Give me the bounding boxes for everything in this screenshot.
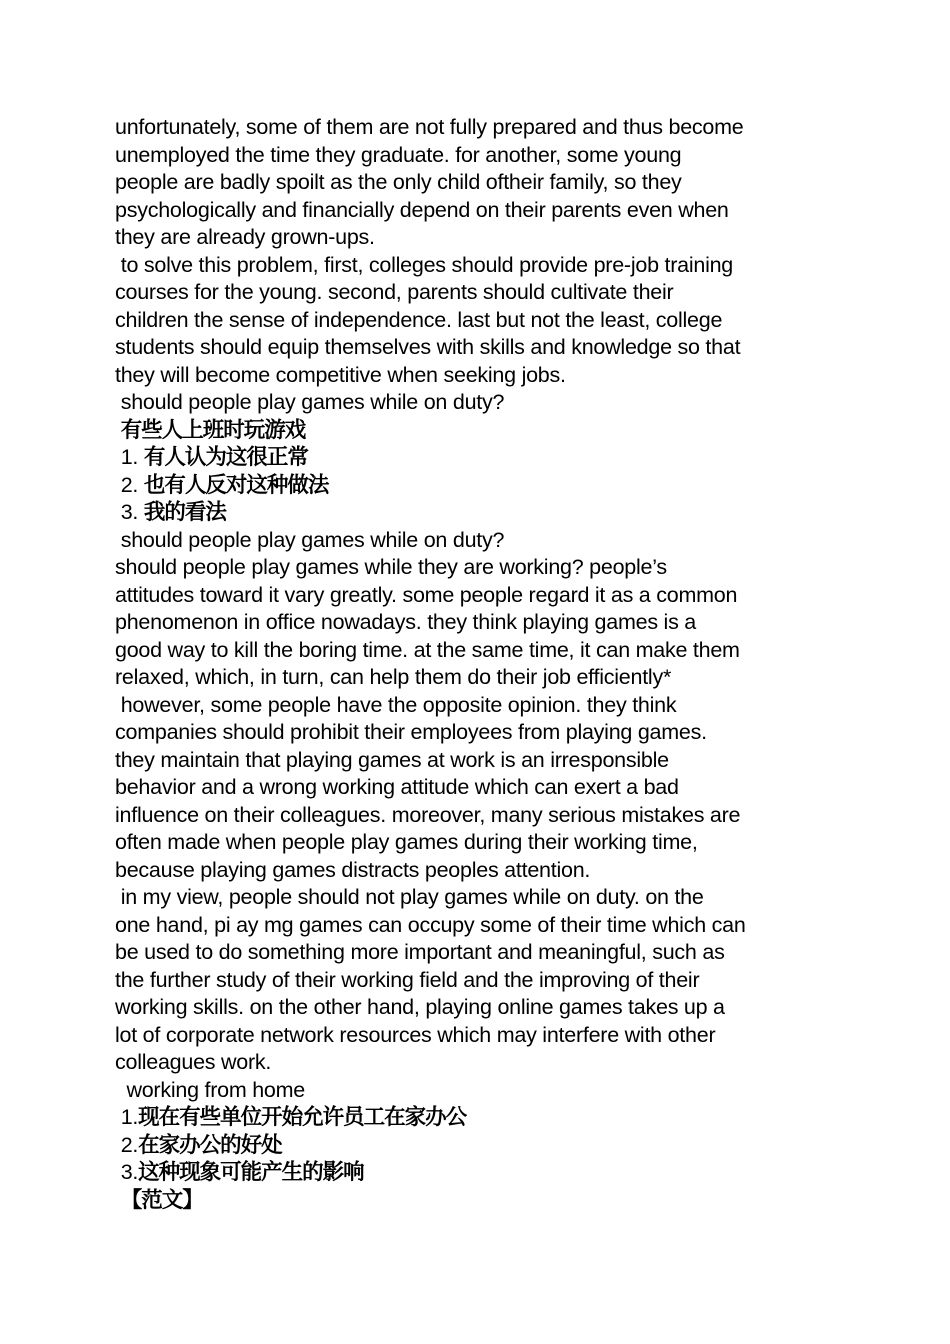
text-line: working skills. on the other hand, playing online games takes up a	[115, 995, 725, 1019]
outline-text: 有些人上班时玩游戏	[120, 417, 306, 443]
outline-number: 3.	[115, 1160, 139, 1184]
outline-item	[115, 499, 845, 527]
outline-number: 1.	[115, 1105, 139, 1129]
text-line: often made when people play games during their working time,	[115, 830, 698, 854]
essay-title: should people play games while on duty?	[115, 527, 505, 552]
text-line: lot of corporate network resources which may interfere with other	[115, 1022, 716, 1047]
text-line: because playing games distracts peoples attention.	[115, 857, 591, 882]
text-line: one hand, pi ay mg games can occupy some of their time which can	[115, 912, 746, 937]
text-line: influence on their colleagues. moreover, many serious mistakes are	[115, 802, 741, 827]
outline-item	[115, 444, 845, 472]
outline-number: 1.	[115, 445, 144, 469]
text-line: relaxed, which, in turn, can help them do their job efficiently*	[115, 665, 672, 689]
outline-text: 在家办公的好处	[138, 1132, 282, 1158]
text-line: to solve this problem, first, colleges should provide pre-job training	[115, 252, 734, 277]
outline-text: 也有人反对这种做法	[143, 472, 329, 498]
text-line: however, some people have the opposite opinion. they think	[115, 692, 677, 717]
text-line: behavior and a wrong working attitude which can exert a bad	[115, 775, 679, 799]
text-line: they maintain that playing games at work is an irresponsible	[115, 747, 669, 772]
text-line: they are already grown-ups.	[115, 225, 375, 249]
text-line: in my view, people should not play games while on duty. on the	[115, 885, 704, 909]
text-line: should people play games while they are working? people’s	[115, 555, 667, 579]
text-line: companies should prohibit their employees from playing games.	[115, 720, 707, 744]
essay-topic-heading: working from home	[115, 1077, 306, 1102]
text-line: unfortunately, some of them are not fully prepared and thus become	[115, 115, 744, 139]
outline-item	[115, 1159, 845, 1187]
outline-number: 2.	[115, 1132, 139, 1157]
outline-item	[115, 472, 845, 500]
text-line: be used to do something more important and meaningful, such as	[115, 940, 725, 964]
text-line: psychologically and financially depend on their parents even when	[115, 197, 729, 222]
text-line: courses for the young. second, parents should cultivate their	[115, 280, 674, 304]
outline-text: 有人认为这很正常	[143, 445, 308, 470]
essay-topic-heading: should people play games while on duty?	[115, 390, 505, 414]
text-line: the further study of their working field and the improving of their	[115, 967, 700, 992]
text-line: children the sense of independence. last but not the least, college	[115, 307, 723, 332]
text-line: unemployed the time they graduate. for another, some young	[115, 142, 682, 167]
outline-text: 这种现象可能产生的影响	[138, 1160, 364, 1185]
outline-text: 【范文】	[120, 1187, 203, 1213]
text-line: people are badly spoilt as the only child oftheir family, so they	[115, 170, 682, 194]
outline-item	[115, 1132, 845, 1160]
outline-text: 现在有些单位开始允许员工在家办公	[138, 1105, 467, 1130]
outline-number: 2.	[115, 472, 144, 497]
sample-essay-label	[115, 1187, 845, 1215]
outline-title	[115, 417, 845, 445]
outline-text: 我的看法	[143, 500, 226, 525]
outline-number: 3.	[115, 500, 144, 524]
text-line: they will become competitive when seeking jobs.	[115, 362, 566, 387]
text-line: attitudes toward it vary greatly. some people regard it as a common	[115, 582, 738, 607]
document-page	[115, 114, 845, 1214]
text-line: students should equip themselves with skills and knowledge so that	[115, 335, 741, 359]
text-line: colleagues work.	[115, 1050, 272, 1074]
text-line: good way to kill the boring time. at the same time, it can make them	[115, 637, 740, 662]
outline-item	[115, 1104, 845, 1132]
text-line: phenomenon in office nowadays. they think playing games is a	[115, 610, 697, 634]
